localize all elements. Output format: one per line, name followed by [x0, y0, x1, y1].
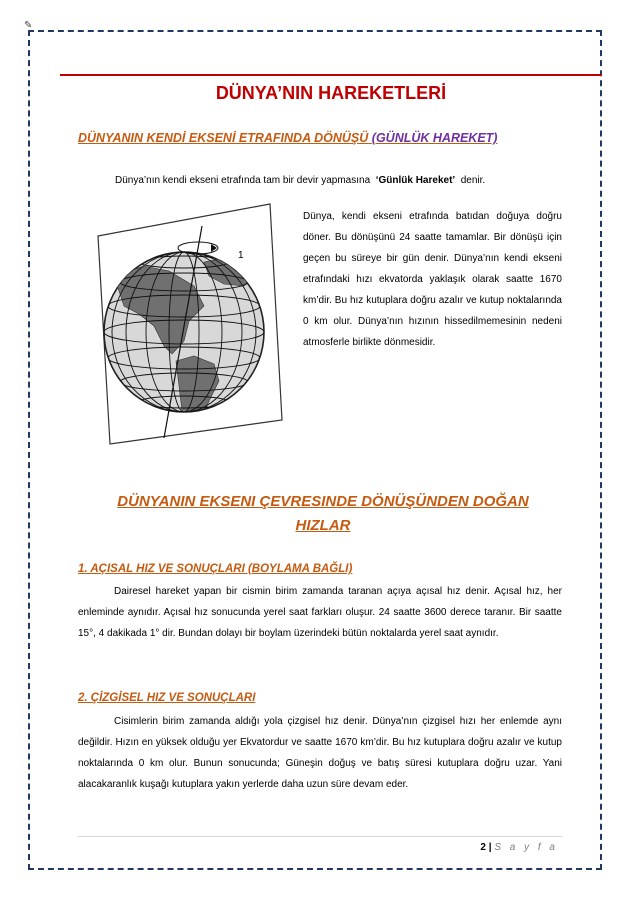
section2-title-line1: DÜNYANIN EKSENI ÇEVRESINDE DÖNÜŞÜNDEN DOĞAN — [117, 493, 529, 510]
rotation-description: Dünya, kendi ekseni etrafında batıdan doğuya doğru döner. Bu dönüşünü 24 saatte tamamlar. Bir dönüşü için geçen bu süreye bir gün denir. Dünya’nın kendi ekseni etrafındaki hızı ekvatorda yaklaşık olarak saatte 1670 km’dir. Bu hız kutuplara doğru azalır ve kutup noktalarında 0 km olur. Dünya’nın hızının hissedilmemesinin nedeni atmosferle birlikte dönmesidir. — [303, 211, 562, 348]
section2-title-line2: HIZLAR — [295, 517, 351, 534]
page-footer — [480, 842, 558, 853]
intro-bold-term: ‘Günlük Hareket’ — [375, 175, 456, 186]
sub1-text: Dairesel hareket yapan bir cismin birim zamanda taranan açıya açısal hız denir. Açısal hız, her enleminde aynıdır. Açısal hız sonucunda yerel saat farkları oluşur. 24 saatte 3600 derece taranır. Bir saatte 15°, 4 dakikada 1° dir. Bundan dolayı bir boylam üzerindeki bütün noktalarda yerel saat aynıdır. — [78, 586, 562, 639]
section1-heading — [78, 131, 497, 145]
intro-before: Dünya’nın kendi ekseni etrafında tam bir devir yapmasına — [115, 175, 371, 186]
sub1-heading: 1. AÇISAL HIZ VE SONUÇLARI (BOYLAMA BAĞLI) — [78, 563, 353, 575]
globe-figure — [84, 196, 284, 446]
footer-rule — [78, 836, 562, 837]
sub1-paragraph — [78, 581, 562, 644]
intro-after: denir. — [460, 175, 486, 186]
page-word: S a y f a — [494, 842, 558, 853]
figure-label: 1 — [238, 250, 244, 261]
section1-title: DÜNYANIN KENDİ EKSENİ ETRAFINDA DÖNÜŞÜ — [78, 131, 369, 145]
page-number: 2 | — [480, 842, 492, 853]
sub2-heading: 2. ÇİZGİSEL HIZ VE SONUÇLARI — [78, 692, 256, 704]
section2-heading — [88, 490, 558, 538]
sub2-paragraph — [78, 711, 562, 795]
corner-mark-icon: ✎ — [24, 20, 33, 31]
globe-illustration — [84, 196, 284, 446]
page-title: DÜNYA’NIN HAREKETLERİ — [215, 83, 447, 103]
intro-text — [115, 175, 485, 186]
header-rule — [60, 74, 602, 76]
section1-subtitle: (GÜNLÜK HAREKET) — [371, 131, 498, 145]
sub2-text: Cisimlerin birim zamanda aldığı yola çizgisel hız denir. Dünya’nın çizgisel hızı her enlemde aynı değildir. Hızın en yüksek olduğu yer Ekvatordur ve saatte 1670 km’dir. Bu hız kutuplara doğru azalır ve kutup noktalarında 0 km olur. Bunun sonucunda; Güneşin doğuş ve batış süresi kutuplara doğru uzar. Yani alacakaranlık kuşağı kutuplara yakın yerlerde daha uzun süre devam eder. — [78, 716, 562, 790]
